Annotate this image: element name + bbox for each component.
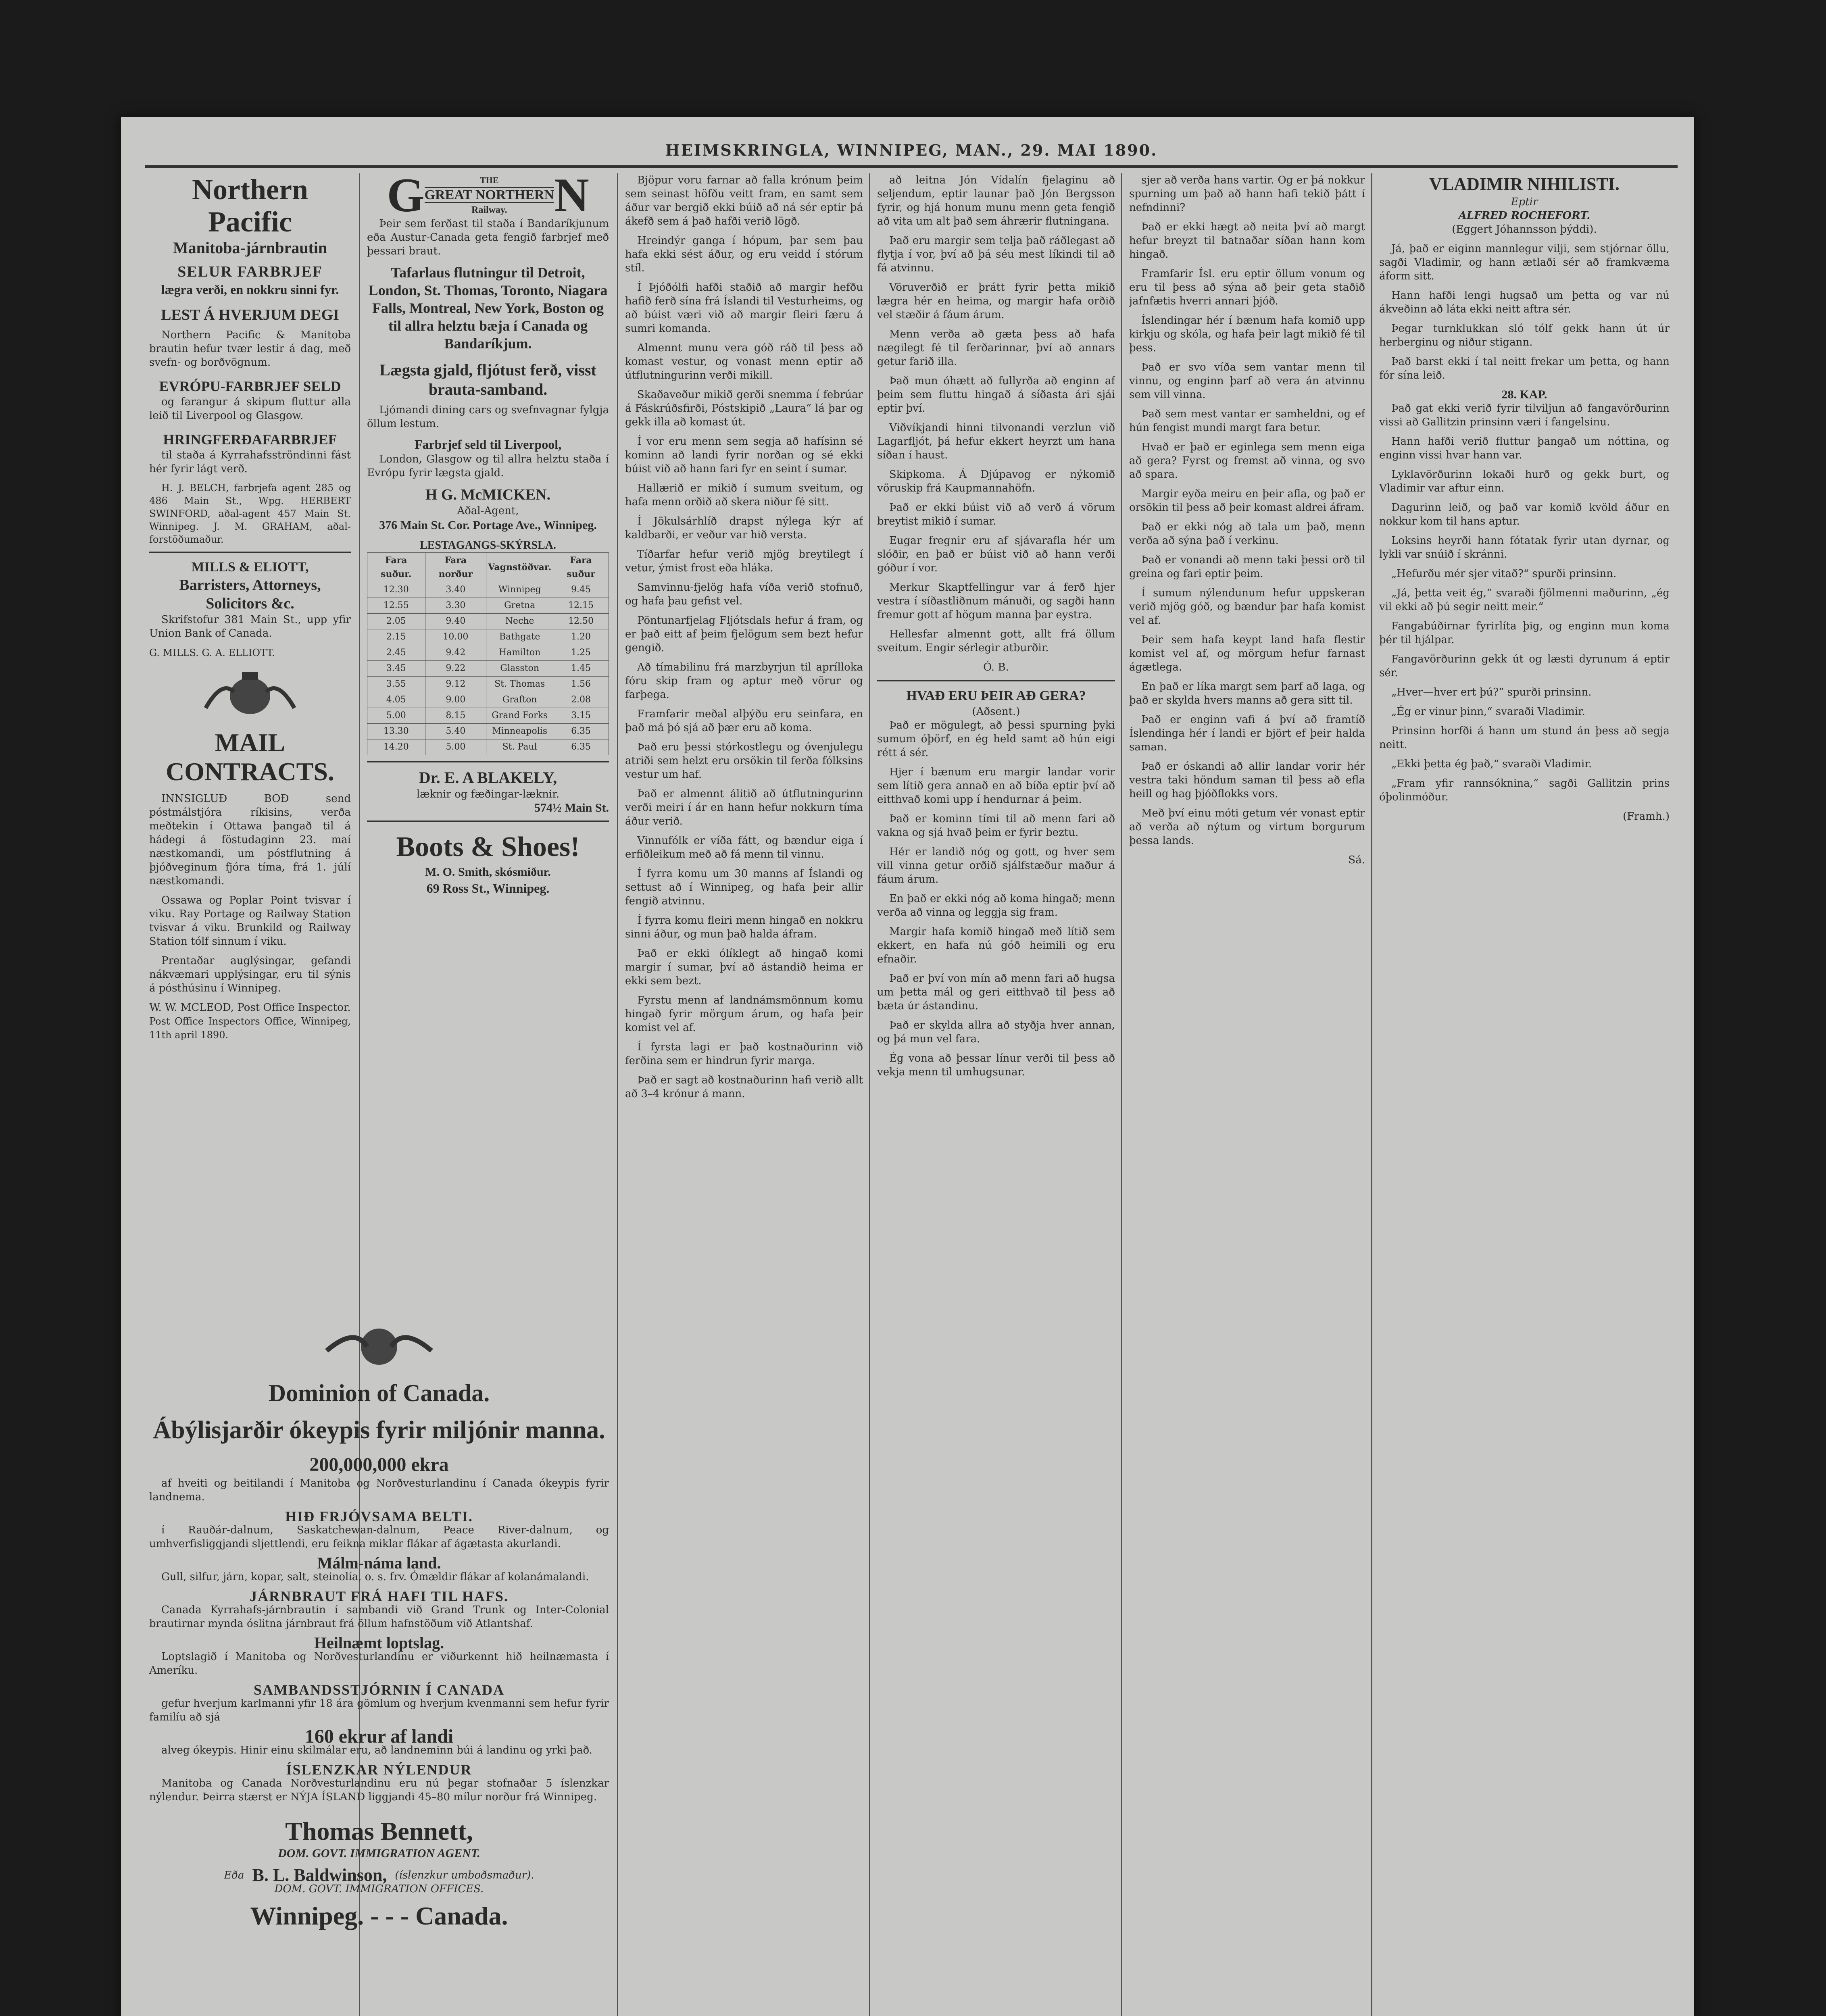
- article-paragraph: Eugar fregnir eru af sjávarafla hér um slóðir, en það er búist við að hann verði góður í vor.: [877, 535, 1115, 574]
- dominion-body: Manitoba og Canada Norðvesturlandinu eru nú þegar stofnaðar 5 íslenzkar nýlendur. Þeirra stærst er NÝJA ÍSLAND liggjandi 45–80 mílur norður frá Winnipeg.: [149, 1777, 609, 1803]
- article-paragraph: Íslendingar hér í bænum hafa komið upp kirkju og skóla, og hafa þeir lagt mikið fé til þess.: [1129, 314, 1365, 354]
- article-paragraph: Í fyrra komu fleiri menn hingað en nokkru sinni áður, og mun það halda áfram.: [625, 914, 863, 940]
- article-paragraph: Vinnufólk er víða fátt, og bændur eiga í erfiðleikum með að fá menn til vinnu.: [625, 835, 863, 860]
- agent-title: DOM. GOVT. IMMIGRATION AGENT.: [278, 1847, 480, 1860]
- schedule-cell: 2.45: [367, 645, 425, 661]
- serial-paragraph: Það barst ekki í tal neitt frekar um þetta, og hann fór sína leið.: [1379, 356, 1670, 381]
- gn-title: GREAT NORTHERN: [424, 187, 554, 202]
- chapter-heading: 28. KAP.: [1501, 388, 1547, 401]
- np-fares-sub: lægra verði, en nokkru sinni fyr.: [161, 282, 339, 297]
- mail-body: INNSIGLUÐ BOÐ send póstmálstjóra ríkisins, verða meðtekin í Ottawa þangað til á hádegi á föstudaginn 23. maí næstkomandi, um póstflutning á þjóðveginum fjóra tíma, frá 1. júlí næstkomandi.: [149, 793, 351, 887]
- schedule-cell: 9.42: [425, 645, 486, 661]
- essay-paragraph: Margir hafa komið hingað með lítið sem ekkert, en hafa nú góð heimili og eru efnaðir.: [877, 926, 1115, 965]
- article-paragraph: Tíðarfar hefur verið mjög breytilegt í vetur, ýmist frost eða hláka.: [625, 548, 863, 574]
- schedule-cell: 9.22: [425, 661, 486, 677]
- schedule-cell: Hamilton: [486, 645, 553, 661]
- np-subtitle: Manitoba-járnbrautin: [173, 239, 327, 257]
- article-paragraph: Það sem mest vantar er samheldni, og ef hún fengist mundi margt fara betur.: [1129, 408, 1365, 434]
- schedule-cell: Bathgate: [486, 629, 553, 645]
- schedule-cell: 2.15: [367, 629, 425, 645]
- column-rule: [1371, 173, 1372, 2016]
- article-paragraph: Margir eyða meiru en þeir afla, og það er orsökin til þess að þeir komast aldrei áfram.: [1129, 488, 1365, 514]
- np-heading-daily: LEST Á HVERJUM DEGI: [161, 306, 339, 323]
- column-rule: [617, 173, 618, 2016]
- dominion-body: gefur hverjum karlmanni yfir 18 ára gömlum og hverjum kvenmanni sem hefur fyrir familíu að sjá: [149, 1697, 609, 1723]
- divider: [877, 680, 1115, 681]
- dominion-title: Dominion of Canada.: [268, 1380, 490, 1406]
- article-paragraph: Það er ekki hægt að neita því að margt hefur breyzt til batnaðar síðan hann kom hingað.: [1129, 221, 1365, 260]
- dominion-heading: SAMBANDSSTJÓRNIN Í CANADA: [253, 1682, 505, 1698]
- article-paragraph: Vöruverðið er þrátt fyrir þetta mikið lægra hér en heima, og margir hafa orðið vel stæðir á fáum árum.: [877, 281, 1115, 321]
- schedule-cell: 3.45: [367, 661, 425, 677]
- gn-letter-g: G: [387, 173, 425, 222]
- mail-date: Post Office Inspectors Office, Winnipeg, 11th april 1890.: [149, 1016, 351, 1041]
- dominion-body: Loptslagið í Manitoba og Norðvesturlandinu er viðurkennt hið heilnæmasta í Ameríku.: [149, 1651, 609, 1677]
- schedule-cell: 6.35: [553, 739, 609, 755]
- gn-body: Þeir sem ferðast til staða í Bandaríkjunum eða Austur-Canada geta fengið farbrjef með þessari braut.: [367, 218, 609, 257]
- mills-title: MILLS & ELIOTT,: [191, 560, 309, 575]
- schedule-cell: 2.05: [367, 614, 425, 629]
- mail-body: Ossawa og Poplar Point tvisvar í viku. Ray Portage og Railway Station tvisvar á viku. Brunkild og Railway Station tólf sinnum í viku.: [149, 894, 351, 948]
- schedule-header: Fara suður: [553, 553, 609, 582]
- schedule-cell: 12.30: [367, 582, 425, 598]
- serial-title: VLADIMIR NIHILISTI.: [1429, 174, 1620, 194]
- schedule-cell: 1.20: [553, 629, 609, 645]
- article-paragraph: Skaðaveður mikið gerði snemma í febrúar á Fáskrúðsfirði, Póstskipið „Laura“ lá þar og gekk illa að komast út.: [625, 389, 863, 428]
- essay-paragraph: Það er því von mín að menn fari að hugsa um þetta mál og geri eitthvað til þess að bæta úr ástandinu.: [877, 973, 1115, 1012]
- royal-arms-icon: [190, 668, 311, 720]
- article-paragraph: sjer að verða hans vartir. Og er þá nokkur spurning um það að hann hafi tekið þátt í nefndinni?: [1129, 174, 1365, 214]
- agent-name: Thomas Bennett,: [285, 1817, 473, 1845]
- serial-paragraph: „Fram yfir rannsóknina,“ sagði Gallitzin prins óþolinmóður.: [1379, 777, 1670, 803]
- article-paragraph: Hellesfar almennt gott, allt frá öllum sveitum. Engir sérlegir atburðir.: [877, 628, 1115, 654]
- schedule-cell: St. Thomas: [486, 677, 553, 692]
- schedule-cell: Grafton: [486, 692, 553, 708]
- gn-railway: Railway.: [471, 205, 507, 215]
- schedule-row: [367, 645, 609, 661]
- np-heading-round: HRINGFERÐAFARBRJEF: [163, 431, 337, 448]
- schedule-cell: Glasston: [486, 661, 553, 677]
- article-paragraph: Almennt munu vera góð ráð til þess að komast vestur, og vonast menn eptir að útflutningurinn verði mikill.: [625, 342, 863, 381]
- article-paragraph: Í vor eru menn sem segja að hafísinn sé kominn að landi fyrir norðan og sé ekki búist við að hann fari fyr en seint í sumar.: [625, 435, 863, 475]
- article-paragraph: Það er vonandi að menn taki þessi orð til greina og fari eptir þeim.: [1129, 554, 1365, 580]
- schedule-cell: 3.40: [425, 582, 486, 598]
- gn-address: 376 Main St. Cor. Portage Ave., Winnipeg.: [379, 519, 597, 532]
- serial-paragraph: Hann hafði lengi hugsað um þetta og var nú ákveðinn að láta ekki neitt aftra sér.: [1379, 289, 1670, 315]
- column-6: [1379, 173, 1670, 2016]
- schedule-cell: 3.30: [425, 598, 486, 614]
- article-paragraph: Í Þjóðólfi hafði staðið að margir hefðu hafið ferð sína frá Íslandi til Vesturheims, og að búist væri við að margir fleiri færu á sumri komanda.: [625, 281, 863, 335]
- schedule-header: Vagnstöðvar.: [486, 553, 553, 582]
- np-title: Northern Pacific: [192, 173, 308, 238]
- schedule-row: [367, 692, 609, 708]
- dominion-body: alveg ókeypis. Hinir einu skilmálar eru, að landneminn búi á landinu og yrki það.: [161, 1744, 592, 1756]
- divider: [367, 761, 609, 762]
- masthead: HEIMSKRINGLA, WINNIPEG, MAN., 29. MAI 1890.: [145, 141, 1678, 168]
- dominion-body: af hveiti og beitilandi í Manitoba og Norðvesturlandinu í Canada ókeypis fyrir landnema.: [149, 1477, 609, 1503]
- dominion-heading: JÁRNBRAUT FRÁ HAFI TIL HAFS.: [250, 1588, 509, 1604]
- article-paragraph: Í Jökulsárhlíð drapst nýlega kýr af kaldbarði, er veður var hið versta.: [625, 515, 863, 541]
- essay-paragraph: Ég vona að þessar línur verði til þess að vekja menn til umhugsunar.: [877, 1052, 1115, 1078]
- blakely-title: Dr. E. A BLAKELY,: [419, 768, 557, 787]
- gn-body: Ljómandi dining cars og svefnvagnar fylgja öllum lestum.: [367, 404, 609, 430]
- article-paragraph: að leitna Jón Vídalín fjelaginu að seljendum, eptir launar það Jón Bergsson fyrir, og hjá honum munu menn geta fengið að vita um alt það sem áhrærir flutningana.: [877, 174, 1115, 227]
- schedule-row: [367, 629, 609, 645]
- schedule-title: LESTAGANGS-SKÝRSLA.: [420, 539, 556, 552]
- serial-paragraph: Hann hafði verið fluttur þangað um nóttina, og enginn vissi hvar hann var.: [1379, 435, 1670, 461]
- article-paragraph: Framfarir Ísl. eru eptir öllum vonum og eru til þess að sýna að þeir geta staðið jafnfætis hverri annari þjóð.: [1129, 268, 1365, 307]
- gn-letter-n: N: [554, 173, 589, 222]
- article-paragraph: Menn verða að gæta þess að hafa nægilegt fé til ferðarinnar, því að annars getur farið illa.: [877, 328, 1115, 368]
- serial-paragraph: Fangabúðirnar fyrirlíta þig, og enginn mun koma þér til hjálpar.: [1379, 620, 1670, 646]
- article-signature: Sá.: [1348, 854, 1365, 866]
- gn-body: London, Glasgow og til allra helztu staða í Evrópu fyrir lægsta gjald.: [367, 453, 609, 479]
- essay-paragraph: Það er skylda allra að styðja hver annan, og þá mun vel fara.: [877, 1019, 1115, 1045]
- schedule-cell: 4.05: [367, 692, 425, 708]
- serial-translator: (Eggert Jóhannsson þýddi).: [1452, 223, 1597, 235]
- schedule-row: [367, 739, 609, 755]
- schedule-table: [367, 552, 609, 755]
- boots-address: 69 Ross St., Winnipeg.: [426, 881, 550, 896]
- schedule-cell: 3.55: [367, 677, 425, 692]
- schedule-row: [367, 614, 609, 629]
- schedule-row: [367, 661, 609, 677]
- serial-paragraph: Já, það er eiginn mannlegur vilji, sem stjórnar öllu, sagði Vladimir, og hann ætlaði sér að framkvæma áform sitt.: [1379, 243, 1670, 282]
- np-body: Northern Pacific & Manitoba brautin hefur tvær lestir á dag, með svefn- og borðvögnum.: [149, 329, 351, 369]
- serial-after: Eptir: [1511, 196, 1538, 208]
- serial-paragraph: „Hefurðu mér sjer vitað?“ spurði prinsinn.: [1391, 568, 1617, 580]
- np-heading-europe: EVRÓPU-FARBRJEF SELD: [159, 378, 341, 394]
- boots-name: M. O. Smith, skósmiður.: [425, 865, 551, 879]
- blakely-address: 574½ Main St.: [534, 801, 609, 814]
- essay-paragraph: Hjer í bænum eru margir landar vorir sem lítið gera annað en að bíða eptir því að eitthvað komi upp í hendurnar á þeim.: [877, 766, 1115, 806]
- schedule-row: [367, 708, 609, 724]
- schedule-cell: St. Paul: [486, 739, 553, 755]
- mills-names: G. MILLS. G. A. ELLIOTT.: [149, 647, 275, 658]
- schedule-cell: 14.20: [367, 739, 425, 755]
- city-label: Winnipeg. - - - Canada.: [250, 1901, 508, 1930]
- gn-heading-price: Lægsta gjald, fljótust ferð, visst brauta-samband.: [379, 361, 596, 398]
- column-2: [367, 173, 609, 1294]
- blakely-text: læknir og fæðingar-læknir.: [416, 788, 560, 800]
- serial-paragraph: Dagurinn leið, og það var komið kvöld áður en nokkur kom til hans aptur.: [1379, 502, 1670, 527]
- serial-paragraph: „Ég er vinur þinn,“ svaraði Vladimir.: [1391, 706, 1585, 718]
- article-paragraph: Í sumum nýlendunum hefur uppskeran verið mjög góð, og bændur þar hafa komist vel af.: [1129, 587, 1365, 627]
- article-paragraph: Að tímabilinu frá marzbyrjun til aprílloka fóru skip fram og aptur með vörur og farþega.: [625, 661, 863, 701]
- schedule-cell: 9.45: [553, 582, 609, 598]
- gn-the: THE: [480, 175, 499, 185]
- article-paragraph: Bjöpur voru farnar að falla krónum þeim sem seinast höfðu veitt fram, en samt sem áður var bergið ekki búið að ná sér eptir þá ákefð sem á það hafði verið lögð.: [625, 174, 863, 227]
- article-paragraph: Fyrstu menn af landnámsmönnum komu hingað fyrir mörgum árum, og hafa þeir komist vel af.: [625, 994, 863, 1034]
- mail-body: Prentaðar auglýsingar, gefandi nákvæmari upplýsingar, eru til sýnis á pósthúsinu í Winnipeg.: [149, 955, 351, 994]
- offices-label: DOM. GOVT. IMMIGRATION OFFICES.: [274, 1883, 484, 1895]
- gn-agent: H G. McMICKEN.: [425, 486, 551, 503]
- dominion-acres: 200,000,000 ekra: [309, 1454, 449, 1475]
- mail-signature: W. W. MCLEOD, Post Office Inspector.: [149, 1002, 351, 1014]
- essay-subtitle: (Aðsent.): [972, 706, 1020, 718]
- article-paragraph: Hallærið er mikið í sumum sveitum, og hafa menn orðið að skera niður fé sitt.: [625, 482, 863, 508]
- article-paragraph: Það er óskandi að allir landar vorir hér vestra taki höndum saman til þess að efla heill og hag þjóðflokks vors.: [1129, 760, 1365, 800]
- schedule-cell: 12.50: [553, 614, 609, 629]
- schedule-cell: Gretna: [486, 598, 553, 614]
- gn-agent-title: Aðal-Agent,: [457, 505, 519, 517]
- serial-paragraph: Fangavörðurinn gekk út og læsti dyrunum á eptir sér.: [1379, 653, 1670, 679]
- schedule-cell: 5.40: [425, 724, 486, 739]
- boots-title: Boots & Shoes!: [396, 831, 580, 862]
- schedule-cell: 10.00: [425, 629, 486, 645]
- agent2-line: [149, 1865, 609, 1885]
- schedule-cell: 9.40: [425, 614, 486, 629]
- schedule-header: Fara suður.: [367, 553, 425, 582]
- schedule-row: [367, 724, 609, 739]
- article-paragraph: Það eru margir sem telja það ráðlegast að flytja í vor, því að þá séu mest líkindi til að fá atvinnu.: [877, 235, 1115, 274]
- mail-title: MAIL CONTRACTS.: [166, 728, 334, 786]
- article-paragraph: Í fyrsta lagi er það kostnaðurinn við ferðina sem er hindrun fyrir marga.: [625, 1041, 863, 1067]
- schedule-cell: 1.25: [553, 645, 609, 661]
- essay-paragraph: Það er kominn tími til að menn fari að vakna og sjá hvað þeim er fyrir beztu.: [877, 813, 1115, 839]
- serial-paragraph: Lyklavörðurinn lokaði hurð og gekk burt, og Vladimir var aftur einn.: [1379, 469, 1670, 494]
- schedule-header: Fara norður: [425, 553, 486, 582]
- dominion-body: Gull, silfur, járn, kopar, salt, steinolía, o. s. frv. Ómældir flákar af kolanámalandi.: [161, 1571, 589, 1583]
- schedule-cell: 1.56: [553, 677, 609, 692]
- schedule-cell: 5.00: [367, 708, 425, 724]
- essay-paragraph: Hér er landið nóg og gott, og hver sem vill vinna getur orðið sjálfstæður maður á fáum árum.: [877, 846, 1115, 885]
- schedule-cell: 8.15: [425, 708, 486, 724]
- article-paragraph: Það er svo víða sem vantar menn til vinnu, og enginn þarf að vera án atvinnu sem vill vinna.: [1129, 361, 1365, 401]
- divider: [149, 552, 351, 553]
- schedule-cell: 13.30: [367, 724, 425, 739]
- np-fares: SELUR FARBRJEF: [177, 263, 323, 280]
- schedule-cell: 2.08: [553, 692, 609, 708]
- or-label: Eða: [224, 1869, 244, 1881]
- dominion-body: Canada Kyrrahafs-járnbrautin í sambandi við Grand Trunk og Inter-Colonial brautirnar mynda óslitna járnbraut frá öllum hafnstöðum við Atlantshaf.: [149, 1604, 609, 1630]
- gn-heading-liverpool: Farbrjef seld til Liverpool,: [414, 437, 562, 452]
- article-paragraph: Skipkoma. Á Djúpavog er nýkomið vöruskip frá Kaupmannahöfn.: [877, 469, 1115, 494]
- article-paragraph: Það er almennt álitið að útflutningurinn verði meiri í ár en hann hefur nokkurn tíma áður verið.: [625, 788, 863, 827]
- schedule-cell: 12.15: [553, 598, 609, 614]
- serial-paragraph: Prinsinn horfði á hann um stund án þess að segja neitt.: [1379, 725, 1670, 751]
- schedule-cell: 9.00: [425, 692, 486, 708]
- serial-paragraph: „Ekki þetta ég það,“ svaraði Vladimir.: [1391, 758, 1592, 770]
- serial-author: ALFRED ROCHEFORT.: [1458, 210, 1590, 222]
- serial-paragraph: „Hver—hver ert þú?“ spurði prinsinn.: [1391, 686, 1592, 698]
- article-paragraph: Framfarir meðal alþýðu eru seinfara, en það má þó sjá að þær eru að koma.: [625, 708, 863, 734]
- gn-heading-transfer: Tafarlaus flutningur til Detroit, London, St. Thomas, Toronto, Niagara Falls, Montreal, New York, Boston og til allra helztu bæja í Canada og Bandaríkjum.: [368, 264, 608, 352]
- schedule-row: [367, 598, 609, 614]
- schedule-cell: Winnipeg: [486, 582, 553, 598]
- article-paragraph: Þeir sem hafa keypt land hafa flestir komist vel af, og mörgum hefur farnast ágætlega.: [1129, 634, 1365, 673]
- schedule-row: [367, 582, 609, 598]
- dominion-ad: [149, 1310, 609, 2016]
- article-paragraph: Hreindýr ganga í hópum, þar sem þau hafa ekki sést áður, og eru veidd í stórum stíl.: [625, 235, 863, 274]
- agent2-title: (íslenzkur umboðsmaður).: [395, 1869, 534, 1881]
- schedule-cell: 9.12: [425, 677, 486, 692]
- article-paragraph: Það er sagt að kostnaðurinn hafi verið allt að 3–4 krónur á mann.: [625, 1074, 863, 1100]
- dominion-heading: HIÐ FRJÓVSAMA BELTI.: [285, 1508, 473, 1524]
- dominion-body: í Rauðár-dalnum, Saskatchewan-dalnum, Peace River-dalnum, og umhverfisliggjandi sljettlendi, eru feikna miklar flákar af ágætasta akurlandi.: [149, 1524, 609, 1550]
- gn-logo: [367, 173, 609, 222]
- article-paragraph: Hvað er það er eginlega sem menn eiga að gera? Fyrst og fremst að vinna, og svo að spara.: [1129, 441, 1365, 481]
- dominion-heading: ÍSLENZKAR NÝLENDUR: [286, 1762, 472, 1778]
- schedule-body: [367, 582, 609, 755]
- serial-paragraph: Loksins heyrði hann fótatak fyrir utan dyrnar, og lykli var snúið í skránni.: [1379, 535, 1670, 560]
- mills-address: Skrifstofur 381 Main St., upp yfir Union Bank of Canada.: [149, 614, 351, 639]
- schedule-cell: 3.15: [553, 708, 609, 724]
- column-rule: [869, 173, 870, 2016]
- article-signature: Ó. B.: [983, 661, 1009, 673]
- serial-paragraph: „Já, þetta veit ég,“ svaraði fjölmenni maðurinn, „ég vil ekki að þú segir neitt meir.“: [1379, 587, 1670, 613]
- serial-paragraph: Þegar turnklukkan sló tólf gekk hann út úr herberginu og niður stigann.: [1379, 323, 1670, 348]
- column-4: [877, 173, 1115, 2016]
- divider: [367, 821, 609, 822]
- dominion-heading: 160 ekrur af landi: [304, 1726, 454, 1747]
- article-paragraph: Samvinnu-fjelög hafa víða verið stofnuð, og hafa þau gefist vel.: [625, 581, 863, 607]
- column-rule: [1121, 173, 1122, 2016]
- schedule-row: [367, 677, 609, 692]
- article-paragraph: Það er ekki búist við að verð á vörum breytist mikið í sumar.: [877, 502, 1115, 527]
- column-5: [1129, 173, 1365, 2016]
- agent2-name: B. L. Baldwinson,: [252, 1865, 387, 1885]
- article-paragraph: Það mun óhætt að fullyrða að enginn af þeim sem fluttu hingað á síðasta ári sjái eptir því.: [877, 375, 1115, 414]
- np-agents: H. J. BELCH, farbrjefa agent 285 og 486 Main St., Wpg. HERBERT SWINFORD, aðal-agent 457 Main St. Winnipeg. J. M. GRAHAM, aðal-forstöðumaður.: [149, 482, 351, 545]
- np-body: til staða á Kyrrahafsströndinni fást hér fyrir lágt verð.: [149, 449, 351, 475]
- schedule-cell: Grand Forks: [486, 708, 553, 724]
- article-paragraph: Með því einu móti getum vér vonast eptir að verða að nýtum og virtum borgurum þessa lands.: [1129, 807, 1365, 847]
- dominion-heading: Heilnæmt loptslag.: [314, 1634, 444, 1652]
- column-1: [149, 173, 351, 1294]
- article-paragraph: Pöntunarfjelag Fljótsdals hefur á fram, og er það eitt af þeim fjelögum sem bezt hefur gengið.: [625, 614, 863, 654]
- dominion-subtitle: Ábýlisjarðir ókeypis fyrir miljónir manna.: [153, 1416, 605, 1444]
- essay-title: HVAÐ ERU ÞEIR AÐ GERA?: [906, 688, 1086, 703]
- article-paragraph: Í fyrra komu um 30 manns af Íslandi og settust að í Winnipeg, og hafa þeir allir fengið atvinnu.: [625, 868, 863, 907]
- mills-subtitle: Barristers, Attorneys, Solicitors &c.: [179, 577, 321, 612]
- article-paragraph: Það er ekki ólíklegt að hingað komi margir í sumar, því að ástandið heima er ekki sem bezt.: [625, 948, 863, 987]
- schedule-cell: 12.55: [367, 598, 425, 614]
- essay-paragraph: En það er ekki nóg að koma hingað; menn verða að vinna og leggja sig fram.: [877, 893, 1115, 918]
- schedule-cell: 6.35: [553, 724, 609, 739]
- article-paragraph: Merkur Skaptfellingur var á ferð hjer vestra í síðastliðnum mánuði, og sagði hann fremur gott af högum manna þar eystra.: [877, 581, 1115, 621]
- article-paragraph: En það er líka margt sem þarf að laga, og það er skylda hvers manns að gera sitt til.: [1129, 681, 1365, 706]
- newspaper-page: [121, 117, 1694, 2016]
- serial-continued: (Framh.): [1623, 810, 1670, 823]
- np-body: og farangur á skipum fluttur alla leið til Liverpool og Glasgow.: [149, 396, 351, 422]
- serial-paragraph: Það gat ekki verið fyrir tilviljun að fangavörðurinn vissi að Gallitzin prinsinn væri í fangelsinu.: [1379, 402, 1670, 428]
- schedule-cell: Minneapolis: [486, 724, 553, 739]
- column-3: [625, 173, 863, 2016]
- dominion-heading: Málm-náma land.: [317, 1554, 441, 1572]
- coat-of-arms-icon: [319, 1318, 440, 1371]
- schedule-cell: 1.45: [553, 661, 609, 677]
- article-paragraph: Það er ekki nóg að tala um það, menn verða að sýna það í verkinu.: [1129, 521, 1365, 547]
- article-paragraph: Það eru þessi stórkostlegu og óvenjulegu atriði sem helzt eru orsökin til ferða fólksins vestur um haf.: [625, 741, 863, 781]
- schedule-cell: 5.00: [425, 739, 486, 755]
- essay-paragraph: Það er mögulegt, að þessi spurning þyki sumum óþörf, en ég held samt að hún eigi rétt á sér.: [877, 719, 1115, 759]
- schedule-cell: Neche: [486, 614, 553, 629]
- article-paragraph: Viðvíkjandi hinni tilvonandi verzlun við Lagarfljót, þá hefur ekkert heyrzt um hana síðan í haust.: [877, 422, 1115, 461]
- article-paragraph: Það er enginn vafi á því að framtíð Íslendinga hér í landi er björt ef þeir halda saman.: [1129, 714, 1365, 753]
